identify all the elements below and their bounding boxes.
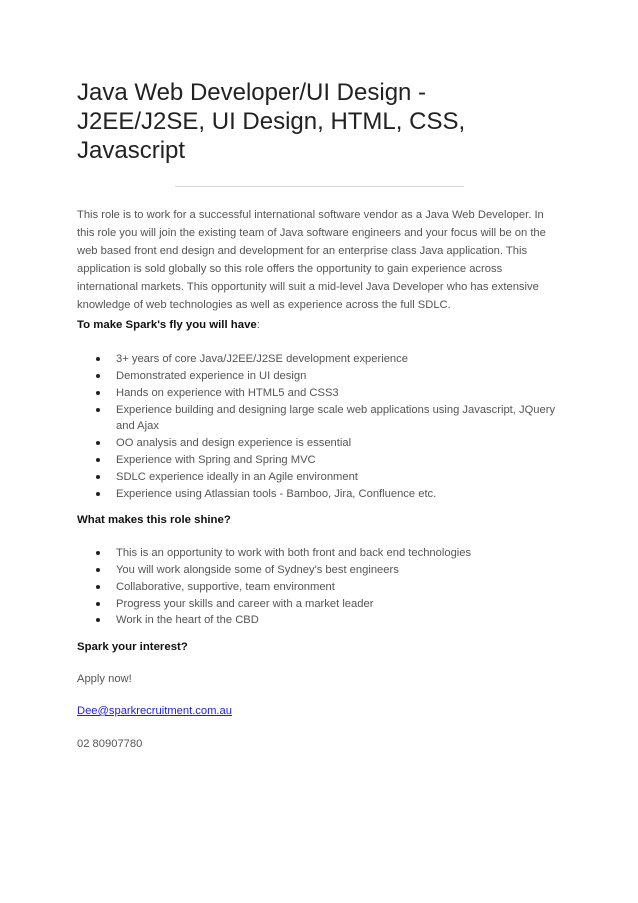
intro-paragraph xyxy=(77,206,567,314)
list-item-text: Experience with Spring and Spring MVC xyxy=(116,454,316,466)
requirements-heading-text: To make Spark's fly you will have xyxy=(77,319,257,331)
list-item-text: 3+ years of core Java/J2EE/J2SE development experience xyxy=(116,353,408,365)
title-line: Java Web Developer/UI Design - xyxy=(77,79,427,106)
intro-line: this role you will join the existing team of Java software engineers and your focus will be on the xyxy=(77,227,546,239)
list-item-text: Experience building and designing large scale web applications using Javascript, JQuery xyxy=(116,404,556,416)
intro-line: web based front end design and development for an enterprise class Java application. This xyxy=(77,245,528,257)
bullet-icon xyxy=(96,568,100,572)
benefits-heading: What makes this role shine? xyxy=(77,514,231,526)
list-item-text: Collaborative, supportive, team environment xyxy=(116,581,335,593)
bullet-icon xyxy=(96,618,100,622)
list-item-text: and Ajax xyxy=(116,420,159,432)
list-item-text: You will work alongside some of Sydney's best engineers xyxy=(116,564,399,576)
intro-line: knowledge of web technologies as well as experience across the full SDLC. xyxy=(77,299,451,311)
intro-line: international markets. This opportunity will suit a mid-level Java Developer who has extensive xyxy=(77,281,539,293)
bullet-icon xyxy=(96,374,100,378)
heading-colon: : xyxy=(256,319,260,331)
list-item-text: Hands on experience with HTML5 and CSS3 xyxy=(116,387,339,399)
requirements-heading xyxy=(77,318,260,332)
title-line: J2EE/J2SE, UI Design, HTML, CSS, xyxy=(77,108,466,135)
bullet-icon xyxy=(96,475,100,479)
list-item-text: This is an opportunity to work with both front and back end technologies xyxy=(116,547,472,559)
list-item-text: OO analysis and design experience is essential xyxy=(116,437,352,449)
list-item-text: Work in the heart of the CBD xyxy=(116,614,259,626)
list-item-text: Demonstrated experience in UI design xyxy=(116,370,307,382)
divider xyxy=(175,186,464,187)
bullet-icon xyxy=(96,551,100,555)
intro-line: application is sold globally so this role offers the opportunity to gain experience across xyxy=(77,263,503,275)
bullet-icon xyxy=(96,441,100,445)
bullet-icon xyxy=(96,585,100,589)
email-link[interactable]: Dee@sparkrecruitment.com.au xyxy=(77,705,232,717)
bullet-icon xyxy=(96,492,100,496)
page-title xyxy=(77,78,557,165)
bullet-icon xyxy=(96,357,100,361)
bullet-icon xyxy=(96,391,100,395)
title-line: Javascript xyxy=(77,137,186,164)
phone-number: 02 80907780 xyxy=(77,738,143,750)
list-item-text: Progress your skills and career with a market leader xyxy=(116,598,374,610)
apply-text: Apply now! xyxy=(77,673,132,685)
bullet-icon xyxy=(96,602,100,606)
intro-line: This role is to work for a successful international software vendor as a Java Web Developer. In xyxy=(77,209,544,221)
interest-heading: Spark your interest? xyxy=(77,641,188,653)
bullet-icon xyxy=(96,458,100,462)
list-item-text: Experience using Atlassian tools - Bamboo, Jira, Confluence etc. xyxy=(116,488,437,500)
list-item-text: SDLC experience ideally in an Agile environment xyxy=(116,471,358,483)
bullet-icon xyxy=(96,408,100,412)
